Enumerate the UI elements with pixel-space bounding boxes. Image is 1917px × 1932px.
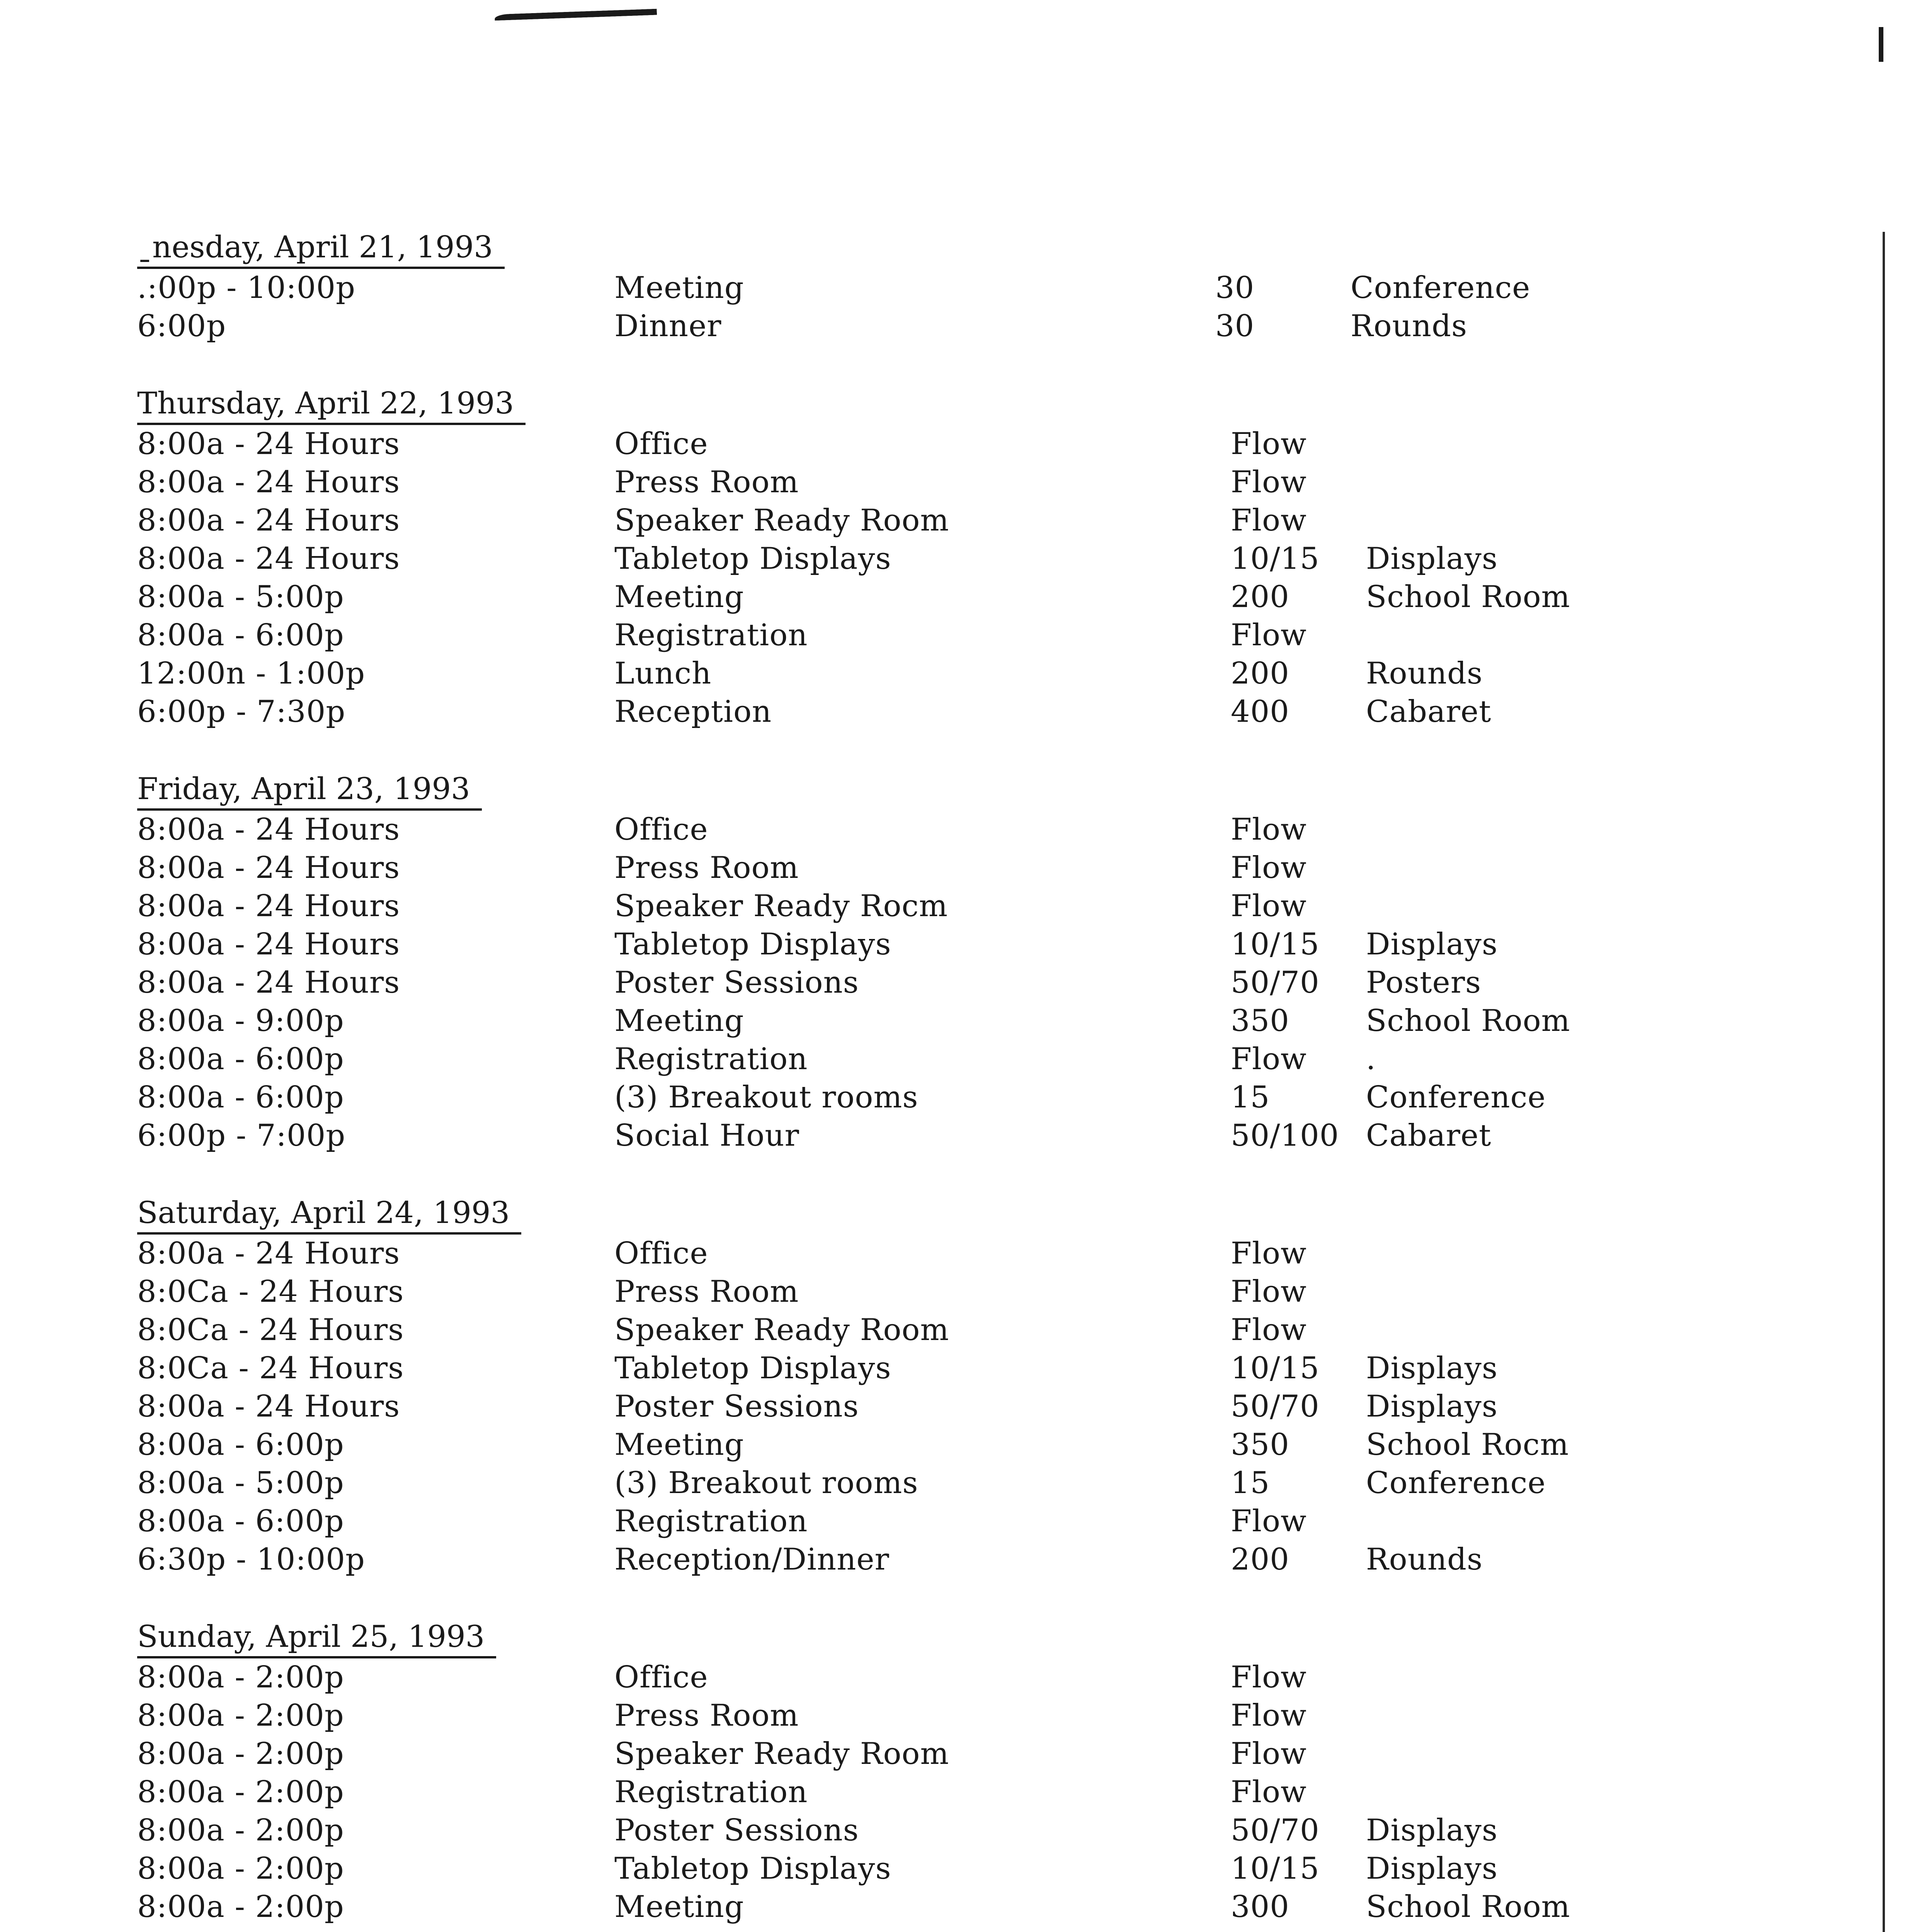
event-row	[137, 540, 1621, 578]
event-setup: Displays	[1366, 927, 1498, 962]
event-name: Meeting	[614, 580, 744, 614]
event-setup: Rounds	[1351, 309, 1468, 344]
event-time: 8:00a - 24 Hours	[137, 465, 400, 500]
event-row	[137, 1040, 1621, 1078]
event-time: 6:00p	[137, 309, 226, 344]
event-name: Poster Sessions	[614, 1813, 859, 1848]
event-name: Tabletop Displays	[614, 1851, 891, 1886]
event-attendance: Flow	[1231, 465, 1307, 500]
event-time: 8:00a - 24 Hours	[137, 1389, 400, 1424]
event-name: Social Hour	[614, 1118, 799, 1153]
event-time: 6:00p - 7:30p	[137, 694, 346, 729]
event-time: 8:00a - 24 Hours	[137, 503, 400, 538]
event-time: 12:00n - 1:00p	[137, 656, 366, 691]
event-time: 8:00a - 6:00p	[137, 1042, 344, 1077]
event-attendance: 15	[1231, 1080, 1270, 1115]
day-section	[137, 770, 1621, 1155]
event-time: 8:00a - 6:00p	[137, 1080, 344, 1115]
event-row	[137, 1388, 1621, 1426]
event-setup: School Room	[1366, 1889, 1570, 1924]
event-setup: .	[1366, 1042, 1376, 1077]
event-setup: Displays	[1366, 541, 1498, 576]
event-attendance: Flow	[1231, 503, 1307, 538]
day-heading: Friday, April 23, 1993	[137, 770, 482, 811]
event-time: 8:00a - 9:00p	[137, 1003, 344, 1038]
event-time: 8:0Ca - 24 Hours	[137, 1313, 404, 1347]
event-attendance: Flow	[1231, 1042, 1307, 1077]
event-name: Meeting	[614, 1427, 744, 1462]
event-attendance: 400	[1231, 694, 1289, 729]
event-attendance: 30	[1215, 309, 1255, 344]
day-heading: Saturday, April 24, 1993	[137, 1194, 521, 1235]
event-name: Poster Sessions	[614, 1389, 859, 1424]
event-row	[137, 463, 1621, 502]
event-row	[137, 925, 1621, 964]
event-attendance: 10/15	[1231, 1351, 1320, 1386]
event-row	[137, 1541, 1621, 1579]
event-attendance: Flow	[1231, 1313, 1307, 1347]
event-row	[137, 425, 1621, 463]
event-attendance: Flow	[1231, 1736, 1307, 1771]
event-time: 8:00a - 2:00p	[137, 1851, 344, 1886]
event-setup: Conference	[1366, 1466, 1546, 1500]
event-name: Meeting	[614, 1003, 744, 1038]
event-time: 8:00a - 2:00p	[137, 1775, 344, 1810]
day-section	[137, 228, 1621, 345]
event-time: 8:00a - 24 Hours	[137, 812, 400, 847]
event-setup: School Rocm	[1366, 1427, 1569, 1462]
event-setup: Rounds	[1366, 1542, 1483, 1577]
event-name: (3) Breakout rooms	[614, 1080, 919, 1115]
event-name: Speaker Ready Room	[614, 503, 949, 538]
event-time: 8:00a - 2:00p	[137, 1698, 344, 1733]
event-attendance: 15	[1231, 1466, 1270, 1500]
event-name: Registration	[614, 618, 808, 653]
event-row	[137, 693, 1621, 731]
event-name: Meeting	[614, 1889, 744, 1924]
day-heading: ˍnesday, April 21, 1993	[137, 228, 505, 269]
event-setup: Cabaret	[1366, 1118, 1492, 1153]
event-row	[137, 1117, 1621, 1155]
event-name: Poster Sessions	[614, 965, 859, 1000]
event-name: Meeting	[614, 270, 744, 305]
event-name: Speaker Ready Room	[614, 1736, 949, 1771]
event-attendance: Flow	[1231, 1775, 1307, 1810]
event-row	[137, 1464, 1621, 1502]
event-name: Reception	[614, 694, 772, 729]
event-attendance: 50/100	[1231, 1118, 1339, 1153]
event-time: 8:00a - 5:00p	[137, 580, 344, 614]
event-attendance: 10/15	[1231, 541, 1320, 576]
event-row	[137, 811, 1621, 849]
event-name: Press Room	[614, 1698, 799, 1733]
event-row	[137, 849, 1621, 887]
event-attendance: Flow	[1231, 427, 1307, 461]
event-setup: School Room	[1366, 1003, 1570, 1038]
event-attendance: 350	[1231, 1003, 1289, 1038]
event-row	[137, 1502, 1621, 1541]
day-section	[137, 1617, 1621, 1926]
event-attendance: Flow	[1231, 812, 1307, 847]
event-time: 8:00a - 24 Hours	[137, 427, 400, 461]
event-time: 8:0Ca - 24 Hours	[137, 1351, 404, 1386]
event-setup: Conference	[1351, 270, 1531, 305]
event-time: 8:00a - 24 Hours	[137, 850, 400, 885]
event-attendance: 200	[1231, 1542, 1289, 1577]
event-name: Press Room	[614, 850, 799, 885]
event-name: Registration	[614, 1504, 808, 1539]
event-setup: Posters	[1366, 965, 1482, 1000]
event-row	[137, 1349, 1621, 1388]
event-name: Office	[614, 1236, 708, 1271]
event-attendance: Flow	[1231, 1236, 1307, 1271]
event-name: Dinner	[614, 309, 722, 344]
event-attendance: 200	[1231, 656, 1289, 691]
event-row	[137, 1311, 1621, 1349]
event-time: 6:00p - 7:00p	[137, 1118, 346, 1153]
event-attendance: 350	[1231, 1427, 1289, 1462]
event-row	[137, 1235, 1621, 1273]
event-name: Registration	[614, 1775, 808, 1810]
event-time: 8:00a - 6:00p	[137, 618, 344, 653]
event-name: Lunch	[614, 656, 712, 691]
event-setup: Displays	[1366, 1813, 1498, 1848]
event-time: 8:00a - 24 Hours	[137, 889, 400, 923]
event-row	[137, 1658, 1621, 1697]
event-row	[137, 964, 1621, 1002]
event-attendance: 10/15	[1231, 927, 1320, 962]
scan-artifact-corner	[1879, 27, 1883, 62]
event-attendance: 200	[1231, 580, 1289, 614]
event-name: Press Room	[614, 465, 799, 500]
event-row	[137, 1888, 1621, 1926]
event-row	[137, 502, 1621, 540]
event-name: Tabletop Displays	[614, 541, 891, 576]
day-heading: Sunday, April 25, 1993	[137, 1617, 496, 1658]
event-row	[137, 1811, 1621, 1850]
event-row	[137, 1697, 1621, 1735]
event-name: Office	[614, 427, 708, 461]
event-row	[137, 1735, 1621, 1773]
event-attendance: Flow	[1231, 1698, 1307, 1733]
event-row	[137, 269, 1621, 307]
event-attendance: 300	[1231, 1889, 1289, 1924]
event-row	[137, 1002, 1621, 1040]
event-time: 8:00a - 24 Hours	[137, 1236, 400, 1271]
event-time: 8:00a - 2:00p	[137, 1813, 344, 1848]
event-setup: Rounds	[1366, 656, 1483, 691]
event-attendance: Flow	[1231, 1274, 1307, 1309]
event-time: 8:00a - 6:00p	[137, 1427, 344, 1462]
event-setup: Displays	[1366, 1351, 1498, 1386]
event-row	[137, 1850, 1621, 1888]
event-time: 8:00a - 2:00p	[137, 1736, 344, 1771]
event-time: 8:00a - 2:00p	[137, 1889, 344, 1924]
day-section	[137, 384, 1621, 731]
event-row	[137, 616, 1621, 655]
event-row	[137, 1273, 1621, 1311]
event-name: Reception/Dinner	[614, 1542, 890, 1577]
event-time: 8:0Ca - 24 Hours	[137, 1274, 404, 1309]
event-attendance: Flow	[1231, 889, 1307, 923]
event-row	[137, 1426, 1621, 1464]
event-attendance: 50/70	[1231, 1813, 1320, 1848]
event-schedule	[137, 228, 1621, 1932]
event-name: Tabletop Displays	[614, 927, 891, 962]
scan-artifact-top	[495, 9, 657, 21]
event-setup: Displays	[1366, 1851, 1498, 1886]
event-attendance: 50/70	[1231, 1389, 1320, 1424]
event-time: 8:00a - 6:00p	[137, 1504, 344, 1539]
event-time: 8:00a - 24 Hours	[137, 927, 400, 962]
event-setup: Conference	[1366, 1080, 1546, 1115]
day-section	[137, 1194, 1621, 1579]
event-time: .:00p - 10:00p	[137, 270, 356, 305]
event-attendance: 10/15	[1231, 1851, 1320, 1886]
event-time: 8:00a - 24 Hours	[137, 965, 400, 1000]
event-name: Press Room	[614, 1274, 799, 1309]
event-attendance: Flow	[1231, 850, 1307, 885]
event-setup: School Room	[1366, 580, 1570, 614]
event-attendance: Flow	[1231, 1504, 1307, 1539]
event-attendance: 30	[1215, 270, 1255, 305]
event-row	[137, 887, 1621, 925]
event-time: 6:30p - 10:00p	[137, 1542, 365, 1577]
event-attendance: Flow	[1231, 618, 1307, 653]
scan-artifact-edge	[1883, 232, 1885, 1932]
event-row	[137, 1773, 1621, 1811]
event-name: Registration	[614, 1042, 808, 1077]
event-attendance: 50/70	[1231, 965, 1320, 1000]
event-time: 8:00a - 24 Hours	[137, 541, 400, 576]
event-attendance: Flow	[1231, 1660, 1307, 1695]
event-name: Speaker Ready Room	[614, 1313, 949, 1347]
event-name: Speaker Ready Rocm	[614, 889, 948, 923]
event-name: (3) Breakout rooms	[614, 1466, 919, 1500]
event-row	[137, 1078, 1621, 1117]
event-setup: Displays	[1366, 1389, 1498, 1424]
event-name: Tabletop Displays	[614, 1351, 891, 1386]
day-heading: Thursday, April 22, 1993	[137, 384, 526, 425]
event-row	[137, 655, 1621, 693]
event-time: 8:00a - 2:00p	[137, 1660, 344, 1695]
event-row	[137, 307, 1621, 345]
event-name: Office	[614, 1660, 708, 1695]
event-time: 8:00a - 5:00p	[137, 1466, 344, 1500]
event-row	[137, 578, 1621, 616]
event-setup: Cabaret	[1366, 694, 1492, 729]
event-name: Office	[614, 812, 708, 847]
